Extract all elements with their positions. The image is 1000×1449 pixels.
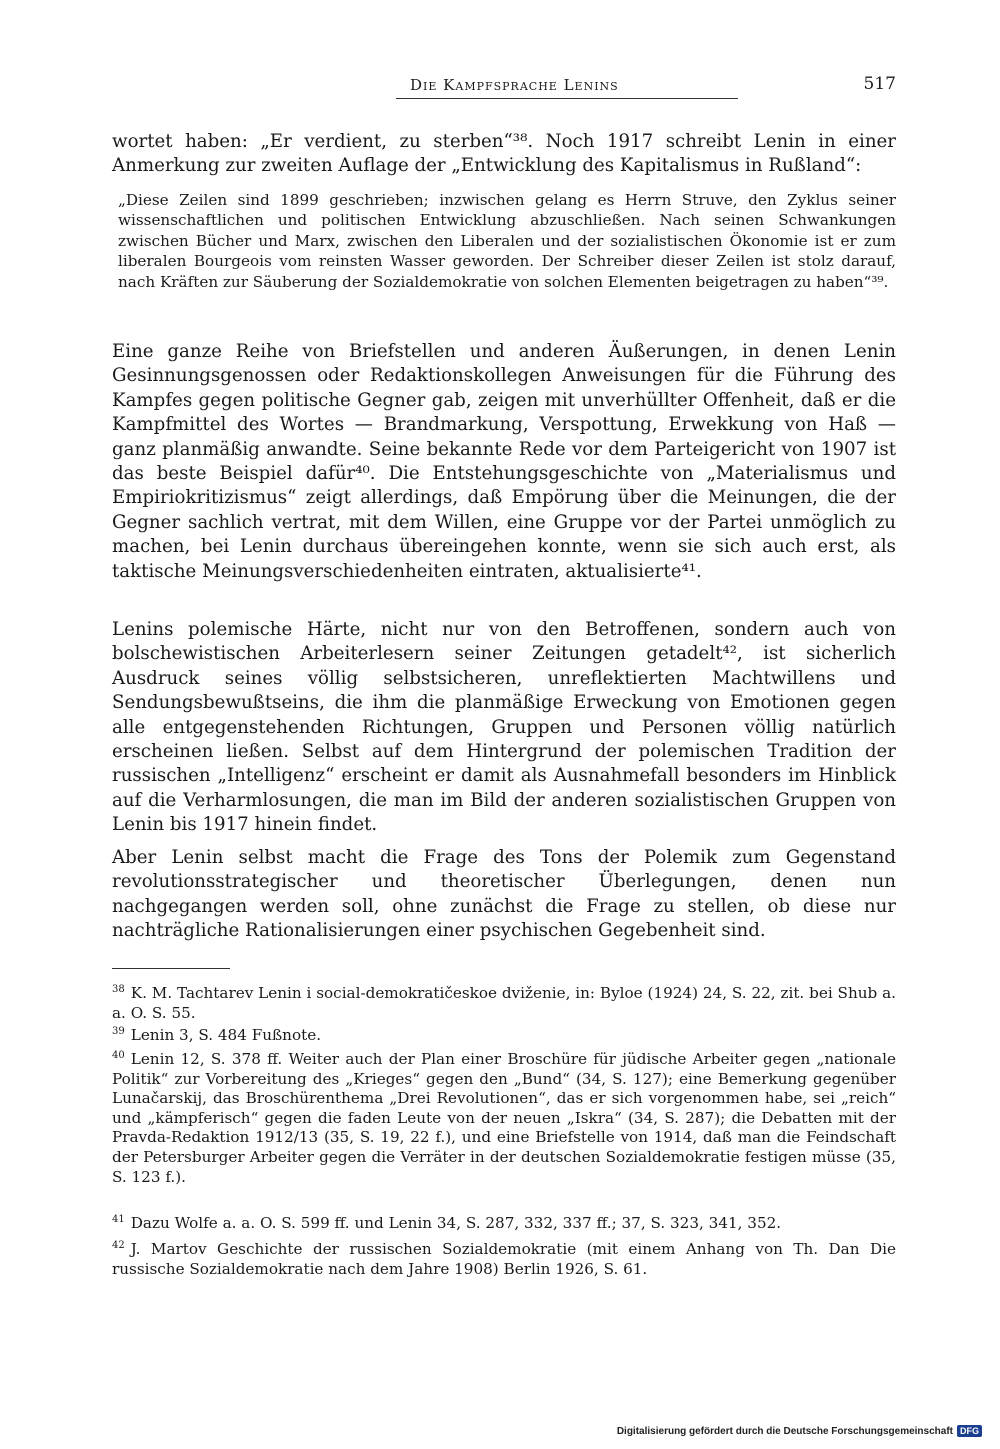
footnote-text: Dazu Wolfe a. a. O. S. 599 ff. und Lenin 34, S. 287, 332, 337 ff.; 37, S. 323, 341, 352.	[130, 1214, 782, 1232]
footnote	[112, 1240, 896, 1279]
footnote-number: 40	[112, 1049, 125, 1061]
footnote-number: 38	[112, 983, 125, 995]
footnote-text: K. M. Tachtarev Lenin i social-demokratičeskoe dviženie, in: Byloe (1924) 24, S. 22, zit. bei Shub a. a. O. S. 55.	[112, 984, 896, 1022]
footnote-number: 41	[112, 1213, 125, 1225]
footnote	[112, 984, 896, 1023]
footnote-text: Lenin 3, S. 484 Fußnote.	[130, 1026, 322, 1044]
body-paragraph-4: Aber Lenin selbst macht die Frage des Tons der Polemik zum Gegenstand revolutionsstrategischer und theoretischer Überlegungen, denen nun nachgegangen werden soll, ohne zunächst die Frage zu stellen, ob diese nur nachträgliche Rationalisierungen einer psychischen Gegebenheit sind.	[112, 847, 896, 942]
running-head: Die Kampfsprache Lenins	[410, 76, 619, 94]
body-paragraph-3: Lenins polemische Härte, nicht nur von den Betroffenen, sondern auch von bolschewistischen Arbeiterlesern seiner Zeitungen getadelt⁴², ist sicherlich Ausdruck seines völlig selbstsicheren, unreflektierten Machtwillens und Sendungsbewußtseins, die ihm die planmäßige Erweckung von Emotionen gegen alle entgegenstehenden Richtungen, Gruppen und Personen völlig natürlich erscheinen ließen. Selbst auf dem Hintergrund der polemischen Tradition der russischen „Intelligenz“ erscheint er damit als Ausnahmefall besonders im Hinblick auf die Verharmlosungen, die man im Bild der anderen sozialistischen Gruppen von Lenin bis 1917 hinein findet.	[112, 619, 896, 836]
footnote	[112, 1214, 896, 1234]
digitization-credit	[617, 1421, 982, 1441]
footnote-number: 39	[112, 1025, 125, 1037]
body-paragraph-1: wortet haben: „Er verdient, zu sterben“³⁸. Noch 1917 schreibt Lenin in einer Anmerkung zur zweiten Auflage der „Entwicklung des Kapitalismus in Rußland“:	[112, 131, 896, 177]
footnote	[112, 1050, 896, 1187]
page-number: 517	[863, 74, 896, 94]
footnote-number: 42	[112, 1239, 125, 1251]
footnote-text: Lenin 12, S. 378 ff. Weiter auch der Plan einer Broschüre für jüdische Arbeiter gegen „nationale Politik“ zur Vorbereitung des „Krieges“ gegen den „Bund“ (34, S. 127); eine Bemerkung gegenüber Lunačarskij, das Broschürenthema „Drei Revolutionen“, das er sich vorgenommen habe, sei „reich“ und „kämpferisch“ gegen die faden Leute von der neuen „Iskra“ (34, S. 287); die Debatten mit der Pravda-Redaktion 1912/13 (35, S. 19, 22 f.), und eine Briefstelle von 1914, daß man die Feindschaft der Petersburger Arbeiter gegen die Verräter in der deutschen Sozialdemokratie festigen müsse (35, S. 123 f.).	[112, 1050, 896, 1186]
dfg-logo: DFG	[957, 1425, 982, 1437]
block-quote: „Diese Zeilen sind 1899 geschrieben; inzwischen gelang es Herrn Struve, den Zyklus seiner wissenschaftlichen und politischen Entwicklung abzuschließen. Nach seinen Schwankungen zwischen Bücher und Marx, zwischen den Liberalen und der sozialistischen Ökonomie ist er zum liberalen Bourgeois vom reinsten Wasser geworden. Der Schreiber dieser Zeilen ist stolz darauf, nach Kräften zur Säuberung der Sozialdemokratie von solchen Elementen beigetragen zu haben“³⁹.	[118, 191, 896, 291]
footnote-separator	[112, 968, 230, 969]
footnote-text: J. Martov Geschichte der russischen Sozialdemokratie (mit einem Anhang von Th. Dan Die russische Sozialdemokratie nach dem Jahre 1908) Berlin 1926, S. 61.	[112, 1240, 896, 1278]
body-paragraph-2: Eine ganze Reihe von Briefstellen und anderen Äußerungen, in denen Lenin Gesinnungsgenossen oder Redaktionskollegen Anweisungen für die Führung des Kampfes gegen politische Gegner gab, zeigen mit unverhüllter Offenheit, daß er die Kampfmittel des Wortes — Brandmarkung, Verspottung, Erwekkung von Haß — ganz planmäßig anwandte. Seine bekannte Rede vor dem Parteigericht von 1907 ist das beste Beispiel dafür⁴⁰. Die Entstehungsgeschichte von „Materialismus und Empiriokritizismus“ zeigt allerdings, daß Empörung über die Meinungen, die der Gegner sachlich vertrat, mit dem Willen, eine Gruppe vor der Partei unmöglich zu machen, bei Lenin durchaus übereingehen konnte, wenn sie sich auch erst, als taktische Meinungsverschiedenheiten eintraten, aktualisierte⁴¹.	[112, 341, 896, 582]
footnote	[112, 1026, 896, 1046]
page-header	[112, 76, 896, 104]
digitization-credit-text: Digitalisierung gefördert durch die Deutsche Forschungsgemeinschaft	[616, 1425, 953, 1437]
header-rule	[396, 98, 738, 99]
